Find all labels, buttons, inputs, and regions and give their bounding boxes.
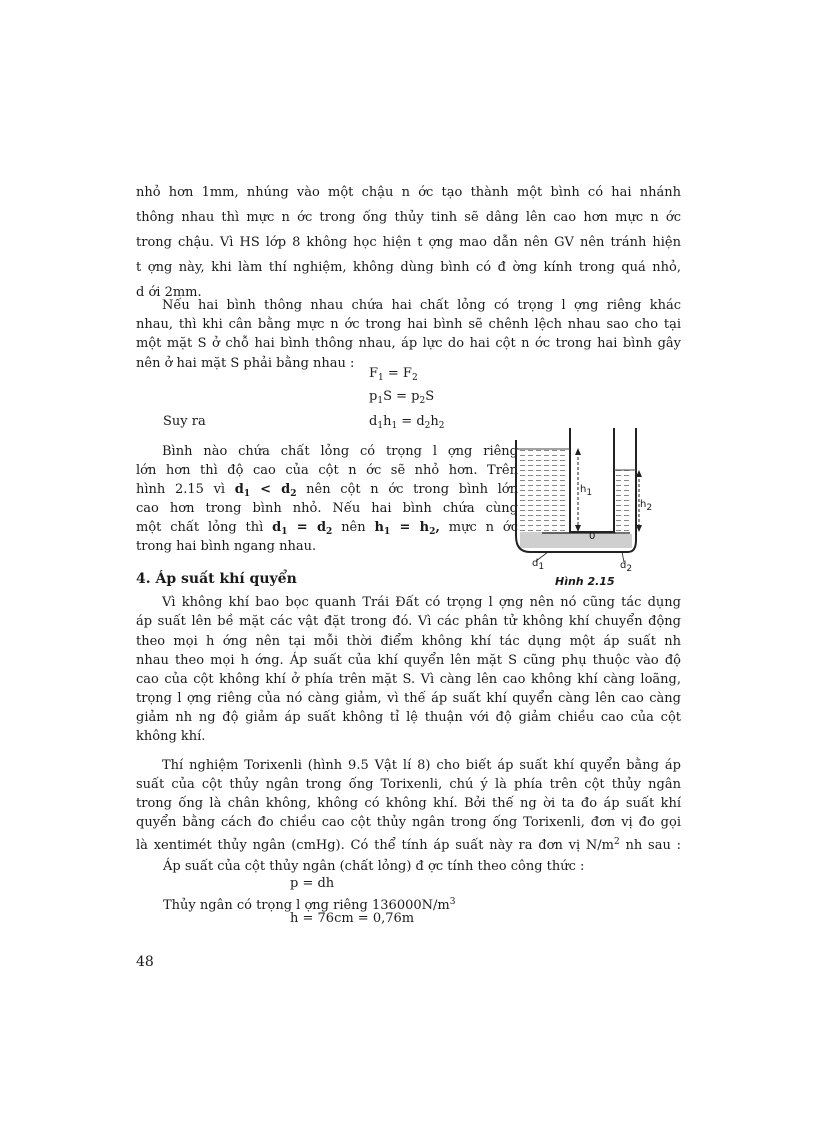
text-line: cao của cột không khí ở phía trên mặt S. Vì càng lên cao không khí càng loãng,: [136, 672, 681, 687]
liquid-right: [616, 470, 632, 534]
label-zero: 0: [589, 531, 596, 542]
text-line: lớn hơn thì độ cao của cột n ớc sẽ nhỏ hơn. Trên: [136, 463, 518, 478]
text-line: áp suất lên bề mặt các vật đặt trong đó. Vì các phân tử không khí chuyển động: [136, 614, 681, 629]
formula-intro: Áp suất của cột thủy ngân (chất lỏng) đ ợc tính theo công thức :: [163, 859, 585, 874]
mercury-density: Thủy ngân có trọng l ợng riêng $136000N/m^3$: [163, 897, 456, 913]
equation-result: $d_1h_1 = d_2h_2$: [369, 414, 445, 431]
liquid-left: [520, 449, 568, 533]
text-line: Thí nghiệm Torixenli (hình 9.5 Vật lí 8) cho biết áp suất khí quyển bằng áp: [162, 758, 681, 773]
liquid-bottom: [520, 532, 632, 548]
suy-ra-label: Suy ra: [163, 414, 206, 429]
text-line: không khí.: [136, 729, 206, 744]
equation-pressures: $p_1S = p_2S$: [369, 389, 435, 406]
text-line: t ợng này, khi làm thí nghiệm, không dùng bình có đ ờng kính trong quá nhỏ,: [136, 260, 681, 275]
text-line: theo mọi h ớng nên tại mỗi thời điểm không khí tác dụng một áp suất nh: [136, 634, 681, 649]
vessel-inner-wall: [570, 428, 614, 532]
text-line: trọng l ợng riêng của nó càng giảm, vì thế áp suất khí quyển càng lên cao càng: [136, 691, 681, 706]
arrow-h1-head-bottom: [575, 525, 581, 532]
label-h2: h2: [640, 499, 653, 513]
label-d1: d1: [532, 558, 545, 572]
text-line: nhau theo mọi h ớng. Áp suất của khí quyển lên mặt S cũng phụ thuộc vào độ: [136, 653, 681, 668]
text-line: nhỏ hơn 1mm, nhúng vào một chậu n ớc tạo thành một bình có hai nhánh: [136, 185, 681, 200]
text-line: một mặt S ở chỗ hai bình thông nhau, áp lực do hai cột n ớc trong hai bình gây: [136, 336, 681, 351]
equation-forces: $F_1 = F_2$: [369, 366, 418, 383]
text-line: hình 2.15 vì $d_1 < d_2$ nên cột n ớc trong bình lớn: [136, 482, 518, 499]
text-line: trong chậu. Vì HS lớp 8 không học hiện t ợng mao dẫn nên GV nên tránh hiện: [136, 235, 681, 250]
figure-caption: Hình 2.15: [555, 575, 615, 588]
page-number: 48: [136, 954, 154, 970]
section-heading: 4. Áp suất khí quyển: [136, 571, 297, 587]
text-line: cao hơn trong bình nhỏ. Nếu hai bình chứa cùng: [136, 501, 518, 516]
formula-pressure: p = dh: [290, 876, 335, 891]
label-d2: d2: [620, 560, 633, 574]
mercury-height: h = 76cm = 0,76m: [290, 911, 415, 926]
label-h1: h1: [580, 484, 593, 498]
text-line: nhau, thì khi cân bằng mực n ớc trong hai bình sẽ chênh lệch nhau sao cho tại: [136, 317, 681, 332]
text-line: một chất lỏng thì $d_1 = d_2$ nên $h_1 = h_2$, mực n ớc: [136, 520, 519, 537]
text-line: d ới 2mm.: [136, 285, 202, 300]
text-line: thông nhau thì mực n ớc trong ống thủy tinh sẽ dâng lên cao hơn mực n ớc: [136, 210, 681, 225]
text-line: là xentimét thủy ngân (cmHg). Có thể tính áp suất này ra đơn vị $N/m^2$ nh sau :: [136, 837, 682, 853]
communicating-vessels-figure: [512, 428, 646, 578]
text-line: quyển bằng cách đo chiều cao cột thủy ngân trong ống Torixenli, đơn vị đo gọi: [136, 815, 681, 830]
text-line: nên ở hai mặt S phải bằng nhau :: [136, 356, 355, 371]
text-line: trong hai bình ngang nhau.: [136, 539, 317, 554]
arrow-h1-head-top: [575, 448, 581, 455]
text-line: trong ống là chân không, không có không khí. Bởi thế ng ời ta đo áp suất khí: [136, 796, 681, 811]
text-line: Bình nào chứa chất lỏng có trọng l ợng riêng: [162, 444, 518, 459]
text-line: Nếu hai bình thông nhau chứa hai chất lỏng có trọng l ợng riêng khác: [162, 298, 681, 313]
text-line: giảm nh ng độ giảm áp suất không tỉ lệ thuận với độ giảm chiều cao của cột: [136, 710, 681, 725]
text-line: Vì không khí bao bọc quanh Trái Đất có trọng l ợng nên nó cũng tác dụng: [162, 595, 681, 610]
text-line: suất của cột thủy ngân trong ống Torixenli, chú ý là phía trên cột thủy ngân: [136, 777, 681, 792]
